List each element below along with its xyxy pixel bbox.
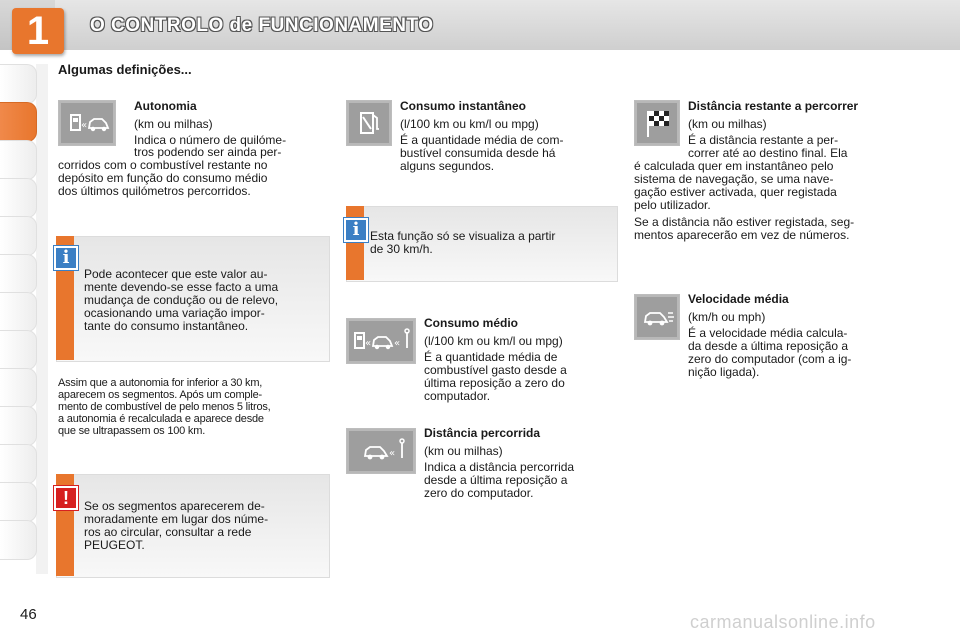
page-number: 46 xyxy=(20,606,37,623)
side-tab[interactable] xyxy=(0,292,37,332)
side-tab[interactable] xyxy=(0,406,37,446)
distancia-restante-line: correr até ao destino final. Ela xyxy=(688,146,848,160)
distancia-restante-line: pelo utilizador. xyxy=(634,198,711,212)
distancia-restante-line: sistema de navegação, se uma nave- xyxy=(634,172,834,186)
fuel-car-average-icon xyxy=(346,318,416,364)
autonomia-line: corridos com o combustível restante no xyxy=(58,158,268,172)
chapter-title: O CONTROLO de FUNCIONAMENTO xyxy=(90,15,434,36)
velocidade-media-line: nição ligada). xyxy=(688,365,760,379)
note-line: de 30 km/h. xyxy=(370,242,433,256)
autonomia-extra-line: mento de combustível de pelo menos 5 litros, xyxy=(58,401,271,413)
autonomia-extra-line: aparecem os segmentos. Após um comple- xyxy=(58,389,262,401)
side-tab-active[interactable] xyxy=(0,102,37,142)
car-distance-icon xyxy=(346,428,416,474)
note-line: Pode acontecer que este valor au- xyxy=(84,267,268,281)
svg-text:«: « xyxy=(389,448,396,459)
side-rail xyxy=(36,64,48,574)
side-tab[interactable] xyxy=(0,178,37,218)
velocidade-media-line: da desde a última reposição a xyxy=(688,339,849,353)
velocidade-media-line: zero do computador (com a ig- xyxy=(688,352,852,366)
car-speed-icon xyxy=(634,294,680,340)
section-title: Algumas definições... xyxy=(58,62,192,77)
warning-line: ros ao circular, consultar a rede xyxy=(84,525,252,539)
distancia-restante-title: Distância restante a percorrer xyxy=(688,99,859,113)
consumo-medio-title: Consumo médio xyxy=(424,316,519,330)
velocidade-media-unit: (km/h ou mph) xyxy=(688,310,766,324)
svg-text:«: « xyxy=(365,338,372,349)
distancia-restante-extra: Se a distância não estiver registada, seg- xyxy=(634,215,855,229)
fuel-car-icon xyxy=(58,100,116,146)
warning-icon: ! xyxy=(54,486,78,510)
consumo-medio-line: É a quantidade média de xyxy=(424,350,558,364)
distancia-percorrida-line: Indica a distância percorrida xyxy=(424,460,575,474)
distancia-restante-extra: mentos aparecerão em vez de números. xyxy=(634,228,850,242)
consumo-instantaneo-line: bustível consumida desde há xyxy=(400,146,556,160)
distancia-percorrida-unit: (km ou milhas) xyxy=(424,444,503,458)
warning-line: PEUGEOT. xyxy=(84,538,145,552)
note-line: ocasionando uma variação impor- xyxy=(84,306,265,320)
note-line: mente devendo-se esse facto a uma xyxy=(84,280,279,294)
side-tab[interactable] xyxy=(0,140,37,180)
side-tab[interactable] xyxy=(0,216,37,256)
chapter-number: 1 xyxy=(12,8,64,54)
warning-line: moradamente em lugar dos núme- xyxy=(84,512,269,526)
info-icon: i xyxy=(344,218,368,242)
velocidade-media-line: É a velocidade média calcula- xyxy=(688,326,848,340)
distancia-percorrida-line: desde a última reposição a xyxy=(424,473,568,487)
side-tab[interactable] xyxy=(0,64,37,104)
checkered-flag-icon xyxy=(634,100,680,146)
consumo-medio-line: combustível gasto desde a xyxy=(424,363,567,377)
side-tab[interactable] xyxy=(0,330,37,370)
side-tab[interactable] xyxy=(0,254,37,294)
consumo-instantaneo-unit: (l/100 km ou km/l ou mpg) xyxy=(400,117,539,131)
note-line: Esta função só se visualiza a partir xyxy=(370,229,556,243)
distancia-restante-line: É a distância restante a per- xyxy=(688,133,839,147)
consumo-medio-line: última reposição a zero do xyxy=(424,376,565,390)
autonomia-line: dos últimos quilómetros percorridos. xyxy=(58,184,251,198)
autonomia-line: tros podendo ser ainda per- xyxy=(134,145,282,159)
velocidade-media-title: Velocidade média xyxy=(688,292,789,306)
autonomia-extra-line: a autonomia é recalculada e aparece desde xyxy=(58,413,264,425)
consumo-instantaneo-line: É a quantidade média de com- xyxy=(400,133,564,147)
fuel-pump-icon xyxy=(346,100,392,146)
autonomia-extra-line: que se ultrapassem os 100 km. xyxy=(58,425,206,437)
svg-text:«: « xyxy=(394,338,401,349)
consumo-instantaneo-line: alguns segundos. xyxy=(400,159,495,173)
note-line: tante do consumo instantâneo. xyxy=(84,319,249,333)
distancia-restante-line: é calculada quer em instantâneo pelo xyxy=(634,159,834,173)
side-tab[interactable] xyxy=(0,520,37,560)
side-tab[interactable] xyxy=(0,482,37,522)
consumo-instantaneo-title: Consumo instantâneo xyxy=(400,99,527,113)
svg-text:«: « xyxy=(81,120,88,131)
side-tab[interactable] xyxy=(0,444,37,484)
autonomia-unit: (km ou milhas) xyxy=(134,117,213,131)
consumo-medio-unit: (l/100 km ou km/l ou mpg) xyxy=(424,334,563,348)
autonomia-line: depósito em função do consumo médio xyxy=(58,171,268,185)
warning-line: Se os segmentos aparecerem de- xyxy=(84,499,265,513)
distancia-restante-line: gação estiver activada, quer registada xyxy=(634,185,837,199)
side-tab[interactable] xyxy=(0,368,37,408)
distancia-percorrida-line: zero do computador. xyxy=(424,486,534,500)
autonomia-title: Autonomia xyxy=(134,99,197,113)
autonomia-extra-line: Assim que a autonomia for inferior a 30 km, xyxy=(58,377,263,389)
consumo-medio-line: computador. xyxy=(424,389,491,403)
autonomia-line: Indica o número de quilóme- xyxy=(134,133,287,147)
info-icon: i xyxy=(54,246,78,270)
distancia-restante-unit: (km ou milhas) xyxy=(688,117,767,131)
watermark: carmanualsonline.info xyxy=(690,612,876,632)
note-line: mudança de condução ou de relevo, xyxy=(84,293,279,307)
distancia-percorrida-title: Distância percorrida xyxy=(424,426,541,440)
